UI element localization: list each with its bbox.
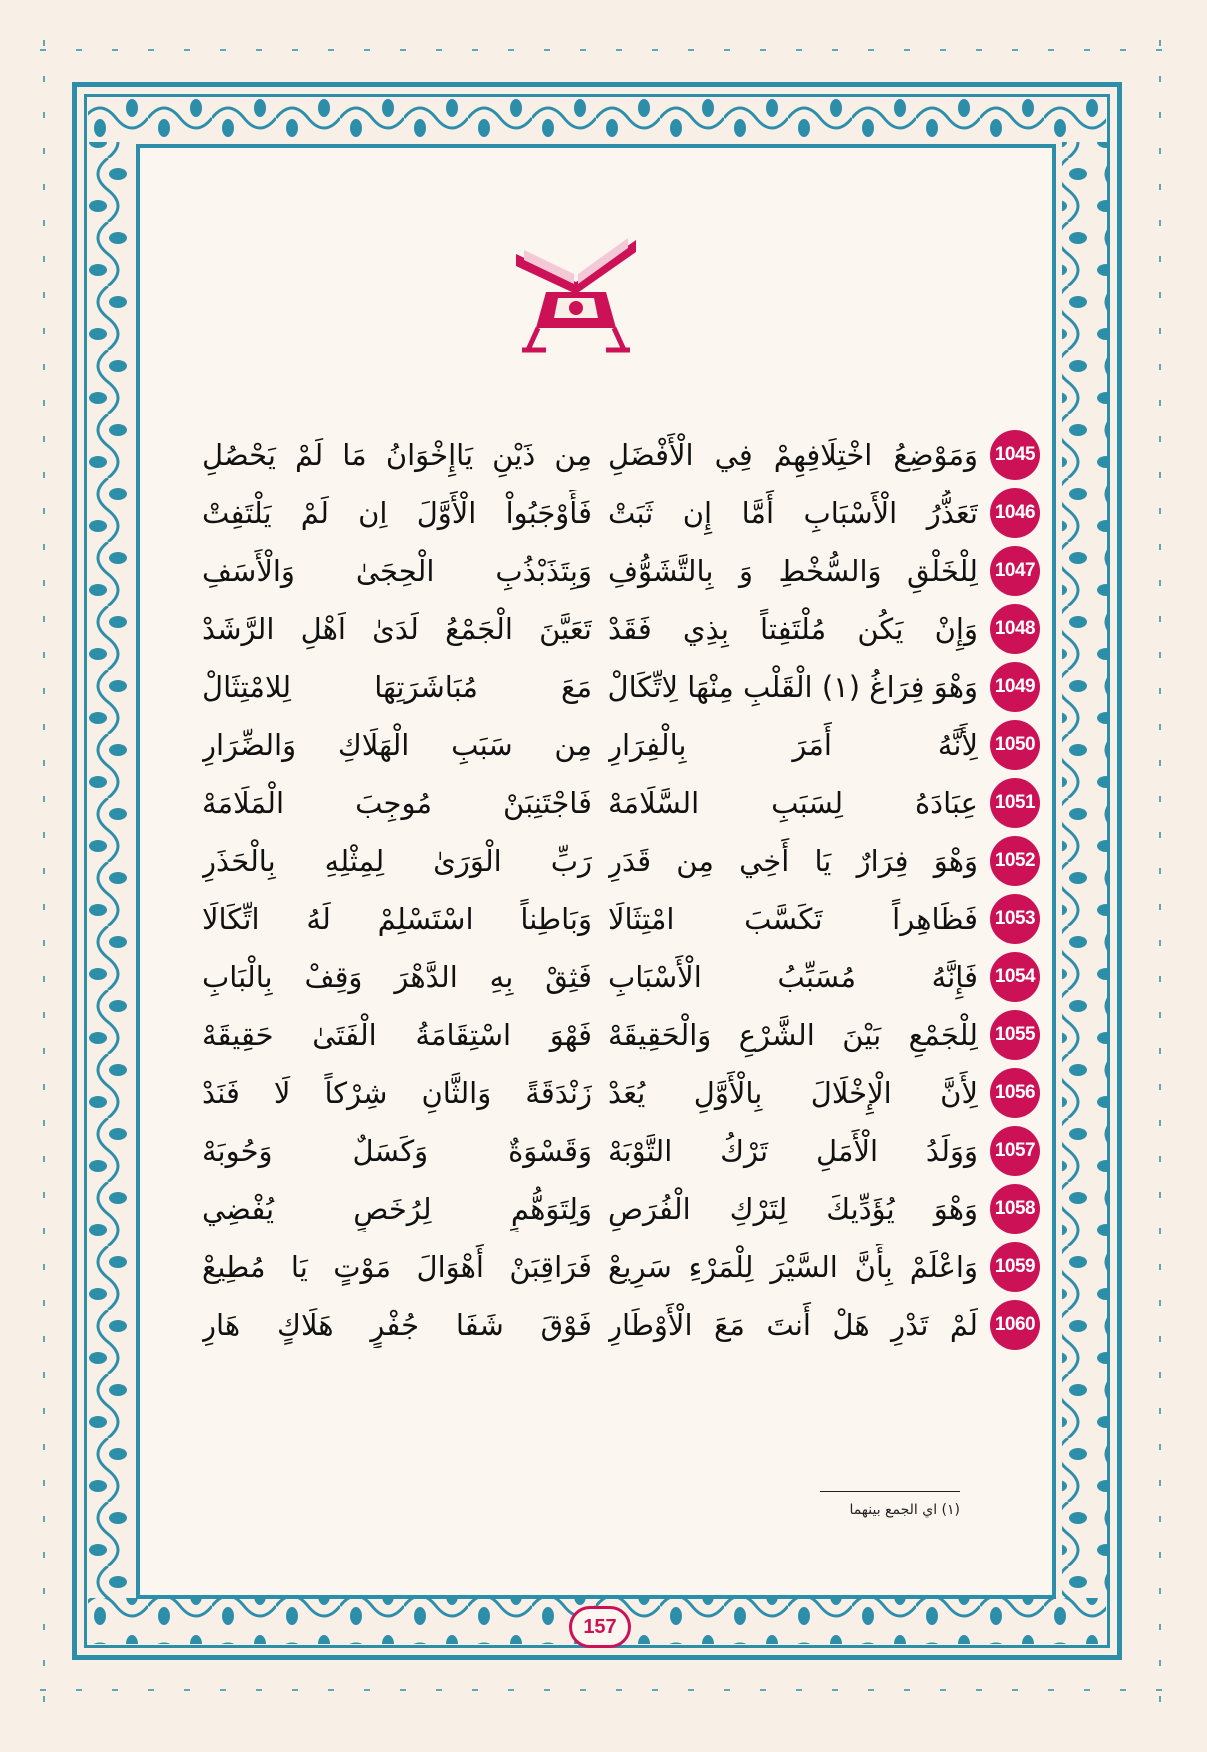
verse-second-hemistich: وَقَسْوَةٌ وَكَسَلٌ وَحُوبَهْ (202, 1134, 592, 1168)
footnote-divider (820, 1491, 960, 1492)
verse-first-hemistich: تَعَذُّرُ الْأَسْبَابِ أَمَّا إِن ثَبَتْ (608, 496, 978, 530)
bottom-ruler-ornament (40, 1680, 1167, 1700)
verse-first-hemistich: وَاعْلَمْ بِأَنَّ السَّيْرَ لِلْمَرْءِ سَرِيعْ (608, 1250, 978, 1284)
verse-second-hemistich: وَلِتَوَهُّمٍ لِرُخَصٍ يُفْضِي (202, 1192, 592, 1226)
verse-number-badge: 1057 (990, 1126, 1040, 1176)
verse-second-hemistich: فَثِقْ بِهِ الدَّهْرَ وَقِفْ بِالْبَابِ (202, 960, 592, 994)
verse-number-badge: 1054 (990, 952, 1040, 1002)
footnote: (١) اي الجمع بينهما (849, 1502, 960, 1518)
verse-row (170, 544, 1040, 602)
verse-second-hemistich: وَبِتَذَبْذُبِ الْحِجَىٰ وَالْأَسَفِ (202, 554, 592, 588)
verse-row (170, 602, 1040, 660)
verse-second-hemistich: مِن ذَيْنِ يَاإِخْوَانُ مَا لَمْ يَحْصُلِ (202, 438, 592, 472)
verse-number-badge: 1052 (990, 836, 1040, 886)
verse-number-badge: 1048 (990, 604, 1040, 654)
verse-second-hemistich: وَبَاطِناً اسْتَسْلِمْ لَهُ اتِّكَالَا (202, 902, 592, 936)
verse-row (170, 892, 1040, 950)
verse-second-hemistich: فَأَوْجَبُواْ الْأَوَّلَ اِن لَمْ يَلْتَفِتْ (202, 496, 592, 530)
verse-row (170, 660, 1040, 718)
verse-number-badge: 1049 (990, 662, 1040, 712)
verse-first-hemistich: لَمْ تَدْرِ هَلْ أَنتَ مَعَ الْأَوْطَارِ (608, 1308, 978, 1342)
verse-first-hemistich: وَإِنْ يَكُن مُلْتَفِتاً بِذِي فَقَدْ (608, 612, 978, 646)
verse-number-badge: 1058 (990, 1184, 1040, 1234)
verse-number-badge: 1059 (990, 1242, 1040, 1292)
right-ruler-ornament (1150, 40, 1170, 1712)
verse-second-hemistich: مَعَ مُبَاشَرَتِهَا لِلامْتِثَالْ (202, 670, 592, 704)
verse-first-hemistich: لِلْخَلْقِ وَالسُّخْطِ وَ بِالتَّشَوُّفِ (608, 554, 978, 588)
verse-first-hemistich: فَظَاهِراً تَكَسَّبَ امْتِثَالَا (608, 902, 978, 936)
verse-second-hemistich: زَنْدَقَةً وَالثَّانِ شِرْكاً لَا فَنَدْ (202, 1076, 592, 1110)
verse-first-hemistich: عِبَادَهُ لِسَبَبِ السَّلَامَهْ (608, 786, 978, 820)
verse-row (170, 1124, 1040, 1182)
verse-number-badge: 1045 (990, 430, 1040, 480)
verse-row (170, 486, 1040, 544)
verse-row (170, 1182, 1040, 1240)
open-quran-on-stand-icon (506, 232, 646, 358)
verse-row (170, 776, 1040, 834)
verse-number-badge: 1060 (990, 1300, 1040, 1350)
verse-first-hemistich: فَإِنَّهُ مُسَبِّبُ الْأَسْبَابِ (608, 960, 978, 994)
verse-second-hemistich: تَعَيَّنَ الْجَمْعُ لَدَىٰ اَهْلِ الرَّشَدْ (202, 612, 592, 646)
verse-row (170, 1298, 1040, 1356)
verse-row (170, 950, 1040, 1008)
verse-second-hemistich: فَرَاقِبَنْ أَهْوَالَ مَوْتٍ يَا مُطِيعْ (202, 1250, 592, 1284)
verse-row (170, 718, 1040, 776)
verse-row (170, 834, 1040, 892)
verse-row (170, 1066, 1040, 1124)
verse-first-hemistich: وَهْوَ فِرَارٌ يَا أَخِي مِن قَدَرِ (608, 844, 978, 878)
verse-first-hemistich: وَهْوَ فِرَاغُ (١) الْقَلْبِ مِنْهَا لِاتِّكَالْ (608, 670, 978, 704)
verse-number-badge: 1047 (990, 546, 1040, 596)
verse-first-hemistich: لِلْجَمْعِ بَيْنَ الشَّرْعِ وَالْحَقِيقَهْ (608, 1018, 978, 1052)
verse-second-hemistich: رَبِّ الْوَرَىٰ لِمِثْلِهِ بِالْحَذَرِ (202, 844, 592, 878)
verse-first-hemistich: وَهْوَ يُؤَدِّيكَ لِتَرْكِ الْفُرَصِ (608, 1192, 978, 1226)
verse-row (170, 1008, 1040, 1066)
verse-number-badge: 1056 (990, 1068, 1040, 1118)
verse-second-hemistich: فَهْوَ اسْتِقَامَةُ الْفَتَىٰ حَقِيقَهْ (202, 1018, 592, 1052)
verse-number-badge: 1055 (990, 1010, 1040, 1060)
verse-number-badge: 1051 (990, 778, 1040, 828)
verse-number-badge: 1050 (990, 720, 1040, 770)
verse-first-hemistich: لِأَنَّ الْإِخْلَالَ بِالْأَوَّلِ يُعَدْ (608, 1076, 978, 1110)
verse-row (170, 428, 1040, 486)
verse-number-badge: 1053 (990, 894, 1040, 944)
verse-second-hemistich: مِن سَبَبِ الْهَلَاكِ وَالضِّرَارِ (202, 728, 592, 762)
page-number: 157 (569, 1606, 631, 1648)
verse-second-hemistich: فَوْقَ شَفَا جُفْرٍ هَلَاكٍ هَارِ (202, 1308, 592, 1342)
top-ruler-ornament (40, 40, 1167, 60)
verse-first-hemistich: وَمَوْضِعُ اخْتِلَافِهِمْ فِي الْأَفْضَلِ (608, 438, 978, 472)
verse-first-hemistich: لِأَنَّهُ أَمَرَ بِالْفِرَارِ (608, 728, 978, 762)
left-ruler-ornament (34, 40, 54, 1712)
verse-second-hemistich: فَاجْتَنِبَنْ مُوجِبَ الْمَلَامَهْ (202, 786, 592, 820)
verse-number-badge: 1046 (990, 488, 1040, 538)
verse-row (170, 1240, 1040, 1298)
verse-first-hemistich: وَوَلَدُ الْأَمَلِ تَرْكُ التَّوْبَهْ (608, 1134, 978, 1168)
